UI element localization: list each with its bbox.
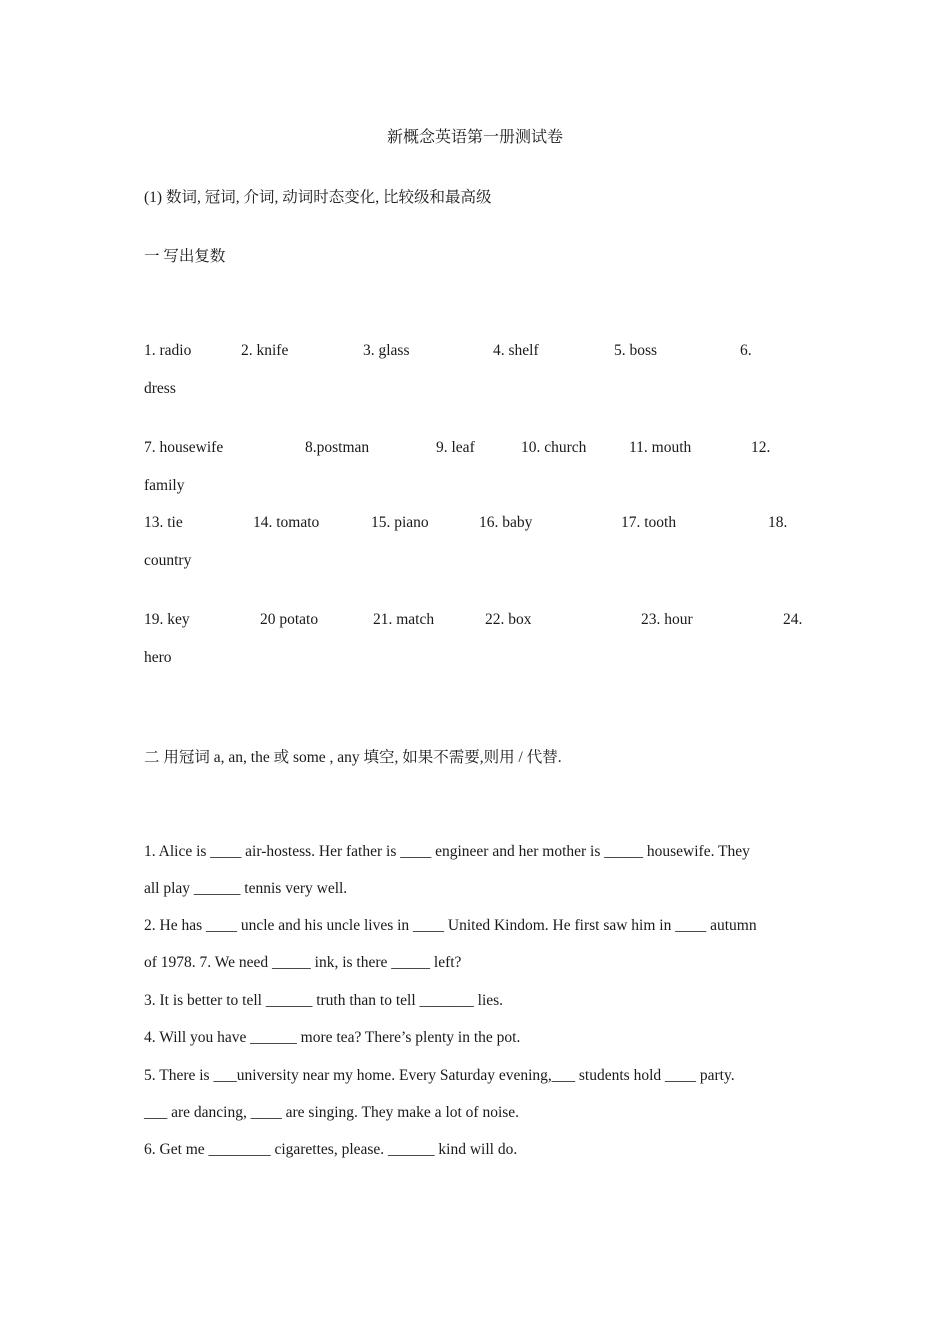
word-item: 24. xyxy=(783,611,803,628)
exercise-line: all play ______ tennis very well. xyxy=(144,880,348,897)
word-item: 15. piano xyxy=(371,514,429,531)
word-item: 20 potato xyxy=(260,611,319,628)
word-item: 1. radio xyxy=(144,342,192,359)
word-item: dress xyxy=(144,380,176,397)
exercise-line: of 1978. 7. We need _____ ink, is there _____ left? xyxy=(144,954,462,971)
word-item: 22. box xyxy=(485,611,532,628)
subtitle: (1) 数词, 冠词, 介词, 动词时态变化, 比较级和最高级 xyxy=(144,189,492,206)
word-item: 10. church xyxy=(521,439,587,456)
word-item: 5. boss xyxy=(614,342,658,359)
word-item: 7. housewife xyxy=(144,439,224,456)
word-item: family xyxy=(144,477,185,494)
word-item: country xyxy=(144,552,192,569)
exercise-line: 3. It is better to tell ______ truth than to tell _______ lies. xyxy=(144,992,504,1009)
page-title: 新概念英语第一册测试卷 xyxy=(386,129,563,146)
word-item: 11. mouth xyxy=(629,439,692,456)
section1-heading: 一 写出复数 xyxy=(144,248,226,265)
word-item: 14. tomato xyxy=(253,514,320,531)
word-item: 19. key xyxy=(144,611,190,628)
exercise-line: 4. Will you have ______ more tea? There’s plenty in the pot. xyxy=(144,1029,521,1046)
word-item: 9. leaf xyxy=(436,439,475,456)
word-item: 2. knife xyxy=(241,342,289,359)
word-item: 12. xyxy=(751,439,771,456)
exercise-line: ___ are dancing, ____ are singing. They make a lot of noise. xyxy=(144,1104,520,1121)
word-item: 6. xyxy=(740,342,752,359)
word-item: hero xyxy=(144,649,172,666)
word-item: 16. baby xyxy=(479,514,533,531)
word-item: 18. xyxy=(768,514,788,531)
word-item: 13. tie xyxy=(144,514,183,531)
word-item: 8.postman xyxy=(305,439,370,456)
exercise-line: 1. Alice is ____ air-hostess. Her father is ____ engineer and her mother is _____ housewife. They xyxy=(144,843,750,860)
word-item: 3. glass xyxy=(363,342,410,359)
exercise-line: 6. Get me ________ cigarettes, please. ______ kind will do. xyxy=(144,1141,518,1158)
exercise-line: 5. There is ___university near my home. Every Saturday evening,___ students hold ____ party. xyxy=(144,1067,735,1084)
word-item: 21. match xyxy=(373,611,435,628)
word-item: 4. shelf xyxy=(493,342,539,359)
word-item: 23. hour xyxy=(641,611,693,628)
section2-heading: 二 用冠词 a, an, the 或 some , any 填空, 如果不需要,则用 / 代替. xyxy=(144,749,562,766)
word-item: 17. tooth xyxy=(621,514,677,531)
exercise-line: 2. He has ____ uncle and his uncle lives in ____ United Kindom. He first saw him in ____ autumn xyxy=(144,917,757,934)
